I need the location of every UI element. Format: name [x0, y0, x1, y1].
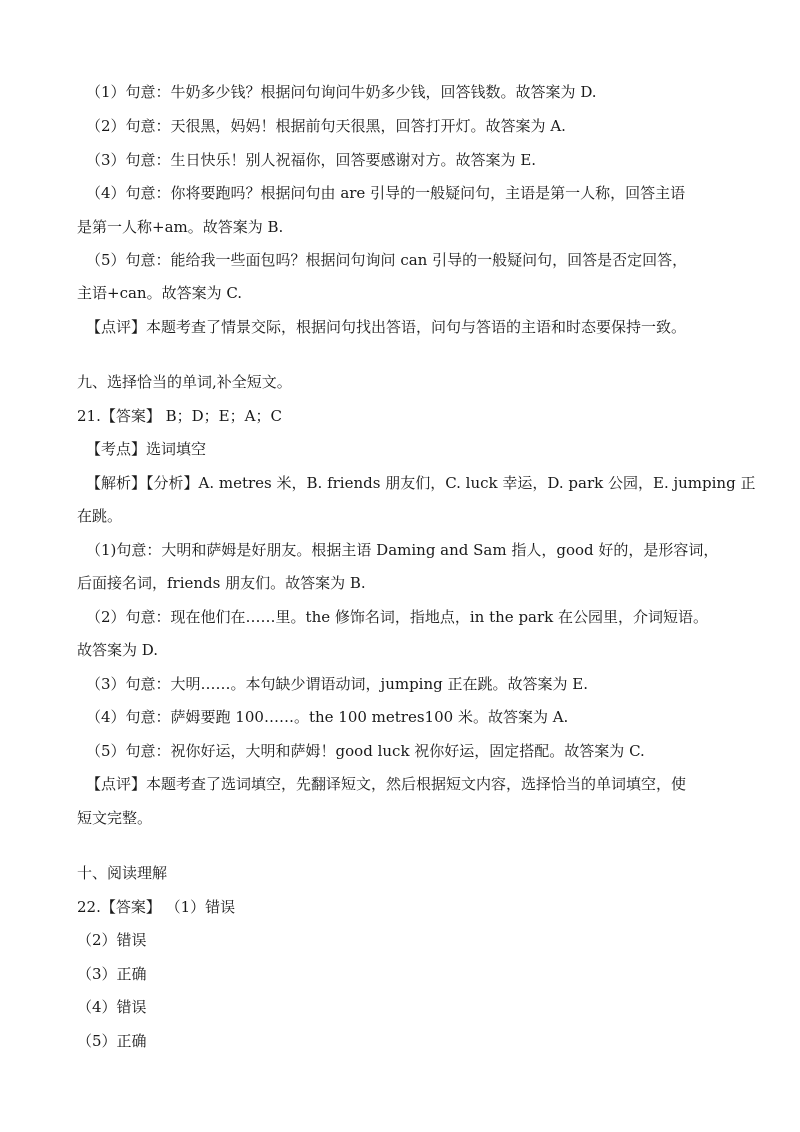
- explanation-line: （4）句意：你将要跑吗？根据问句由 are 引导的一般疑问句，主语是第一人称，回答主语: [86, 184, 686, 202]
- answer-item: （3）正确: [77, 965, 147, 983]
- explanation-line: （3）句意：大明……。本句缺少谓语动词，jumping 正在跳。故答案为 E.: [86, 675, 588, 693]
- explanation-line: （1）句意：牛奶多少钱？根据问句询问牛奶多少钱，回答钱数。故答案为 D.: [86, 83, 597, 101]
- comment-line: 【点评】本题考查了选词填空，先翻译短文，然后根据短文内容，选择恰当的单词填空，使: [86, 775, 687, 793]
- section-heading: 九、选择恰当的单词,补全短文。: [77, 373, 292, 391]
- explanation-line: 后面接名词，friends 朋友们。故答案为 B.: [77, 574, 366, 592]
- explanation-line: （5）句意：祝你好运，大明和萨姆！good luck 祝你好运，固定搭配。故答案为 C.: [86, 742, 645, 760]
- explanation-line: （3）句意：生日快乐！别人祝福你，回答要感谢对方。故答案为 E.: [86, 151, 537, 169]
- answer-line: 21.【答案】 B；D；E；A；C: [77, 407, 282, 425]
- explanation-line: 是第一人称+am。故答案为 B.: [77, 218, 284, 236]
- analysis-line: 【解析】【分析】A. metres 米，B. friends 朋友们，C. luck 幸运，D. park 公园，E. jumping 正: [86, 474, 756, 492]
- section-heading: 十、阅读理解: [77, 864, 168, 882]
- answer-item: （2）错误: [77, 931, 147, 949]
- comment-line: 【点评】本题考查了情景交际，根据问句找出答语，问句与答语的主语和时态要保持一致。: [86, 318, 687, 336]
- analysis-line: 在跳。: [77, 507, 123, 525]
- answer-line: 22.【答案】 （1）错误: [77, 898, 236, 916]
- explanation-line: 主语+can。故答案为 C.: [77, 284, 243, 302]
- explanation-line: 故答案为 D.: [77, 641, 159, 659]
- comment-line: 短文完整。: [77, 809, 153, 827]
- explanation-line: （2）句意：天很黑，妈妈！根据前句天很黑，回答打开灯。故答案为 A.: [86, 117, 566, 135]
- explanation-line: （1)句意：大明和萨姆是好朋友。根据主语 Daming and Sam 指人，good 好的，是形容词，: [86, 541, 719, 559]
- explanation-line: （4）句意：萨姆要跑 100……。the 100 metres100 米。故答案为 A.: [86, 708, 569, 726]
- explanation-line: （2）句意：现在他们在……里。the 修饰名词，指地点，in the park 在公园里，介词短语。: [86, 608, 709, 626]
- answer-item: （4）错误: [77, 998, 147, 1016]
- answer-item: （5）正确: [77, 1032, 147, 1050]
- point-line: 【考点】选词填空: [86, 440, 207, 458]
- explanation-line: （5）句意：能给我一些面包吗？根据问句询问 can 引导的一般疑问句，回答是否定回答，: [86, 251, 688, 269]
